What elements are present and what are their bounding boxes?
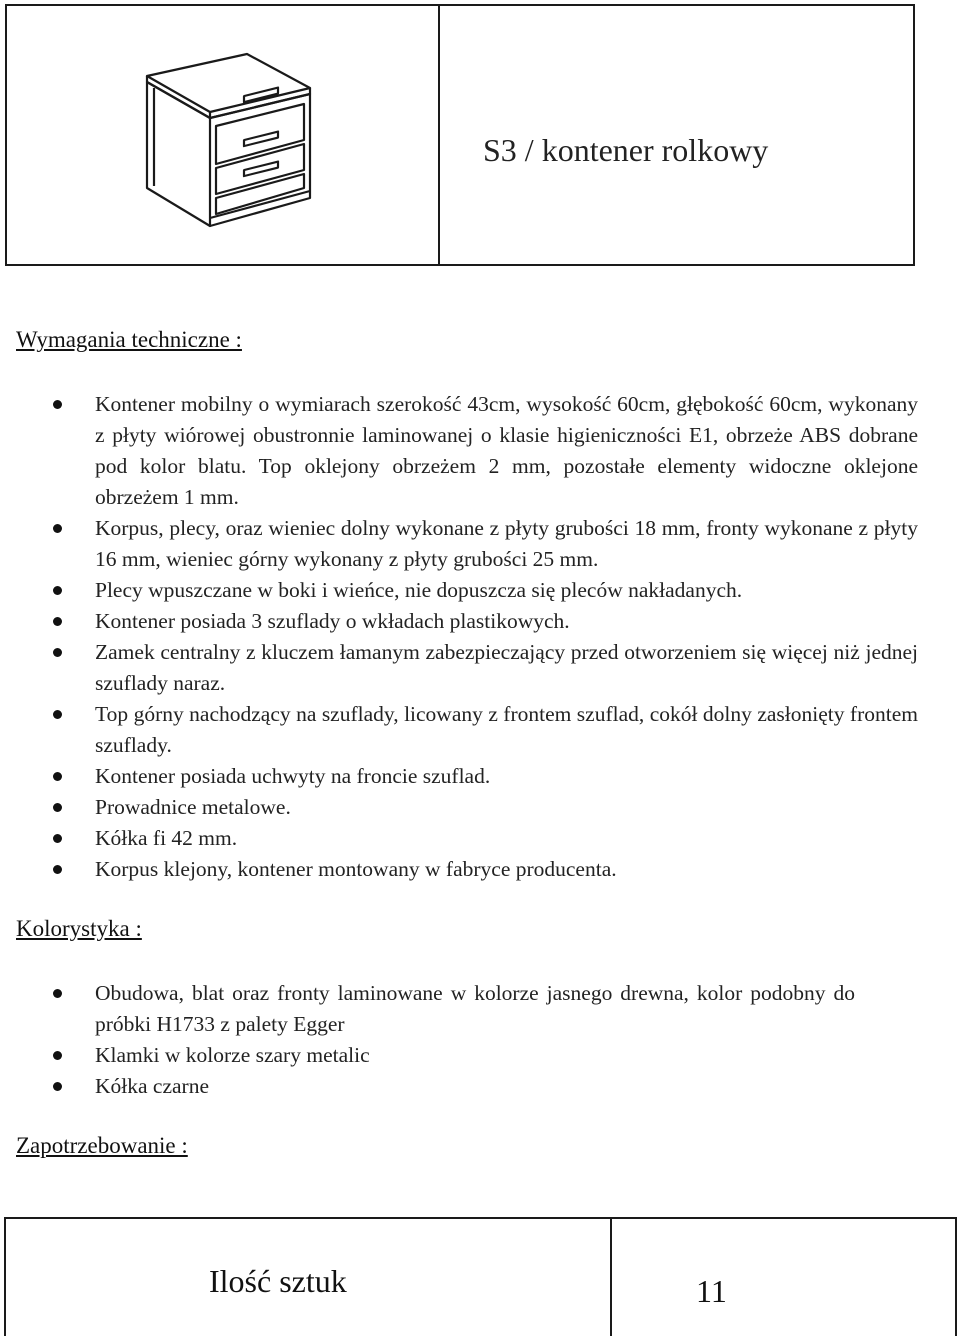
color-scheme-heading: Kolorystyka : <box>16 916 142 941</box>
mobile-drawer-cabinet-icon <box>132 16 332 236</box>
list-item: Kontener posiada uchwyty na froncie szuflad. <box>0 761 960 792</box>
list-item: Top górny nachodzący na szuflady, licowany z frontem szuflad, cokół dolny zasłonięty frontem szuflady. <box>0 699 960 761</box>
technical-requirements-list <box>0 389 960 885</box>
table-divider <box>610 1219 612 1336</box>
product-header <box>5 4 915 266</box>
list-item: Klamki w kolorze szary metalic <box>0 1040 960 1071</box>
technical-requirements-heading: Wymagania techniczne : <box>16 327 242 352</box>
list-item: Obudowa, blat oraz fronty laminowane w kolorze jasnego drewna, kolor podobny do próbki H1733 z palety Egger <box>0 978 960 1040</box>
header-divider <box>438 6 440 264</box>
list-item: Kontener mobilny o wymiarach szerokość 43cm, wysokość 60cm, głębokość 60cm, wykonany z płyty wiórowej obustronnie laminowanej o klasie higieniczności E1, obrzeże ABS dobrane pod kolor blatu. Top oklejony obrzeżem 2 mm, pozostałe elementy widoczne oklejone obrzeżem 1 mm. <box>0 389 960 513</box>
quantity-table <box>4 1217 957 1336</box>
list-item: Zamek centralny z kluczem łamanym zabezpieczający przed otworzeniem się więcej niż jednej szuflady naraz. <box>0 637 960 699</box>
list-item: Plecy wpuszczane w boki i wieńce, nie dopuszcza się pleców nakładanych. <box>0 575 960 606</box>
list-item: Prowadnice metalowe. <box>0 792 960 823</box>
list-item: Kontener posiada 3 szuflady o wkładach plastikowych. <box>0 606 960 637</box>
list-item: Kółka fi 42 mm. <box>0 823 960 854</box>
demand-heading: Zapotrzebowanie : <box>16 1133 188 1158</box>
quantity-value: 11 <box>696 1273 727 1309</box>
product-title: S3 / kontener rolkowy <box>483 132 769 168</box>
list-item: Korpus klejony, kontener montowany w fabryce producenta. <box>0 854 960 885</box>
color-scheme-list <box>0 978 960 1102</box>
quantity-label: Ilość sztuk <box>209 1263 347 1299</box>
list-item: Kółka czarne <box>0 1071 960 1102</box>
list-item: Korpus, plecy, oraz wieniec dolny wykonane z płyty grubości 18 mm, fronty wykonane z płyty 16 mm, wieniec górny wykonany z płyty grubości 25 mm. <box>0 513 960 575</box>
